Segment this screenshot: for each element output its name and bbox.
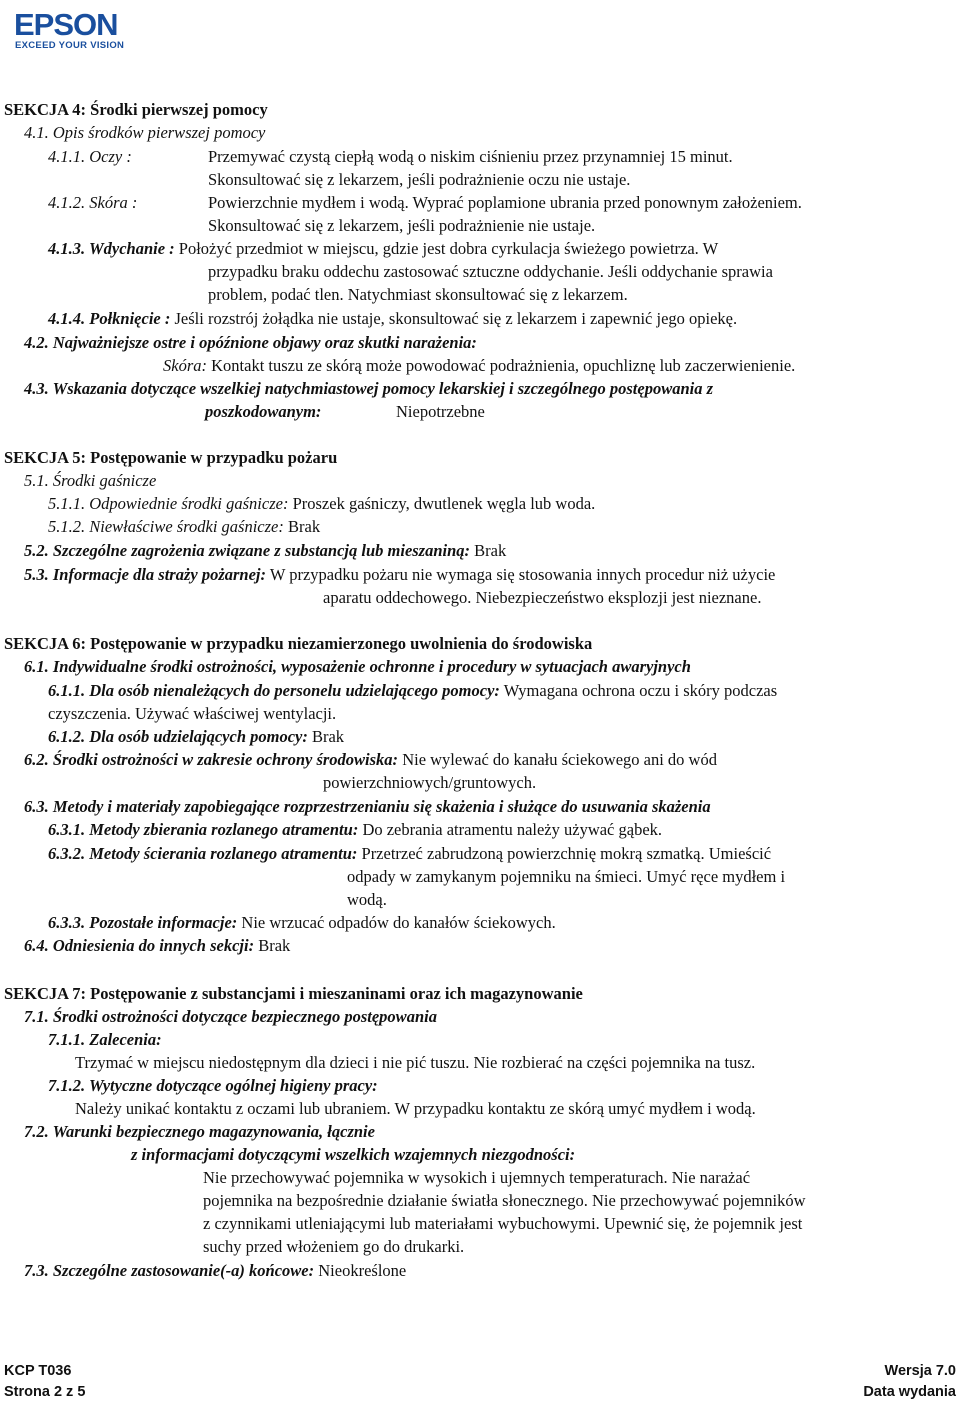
environmental-precautions-row: [24, 748, 717, 771]
eyes-text-line-1: Przemywać czystą ciepłą wodą o niskim ciśnieniu przez przynamniej 15 minut.: [208, 147, 733, 166]
cleanup-methods-text-line-2: odpady w zamykanym pojemniku na śmieci. Umyć ręce mydłem i: [347, 867, 786, 886]
ingestion-row: [48, 307, 737, 330]
hygiene-label: 7.1.2. Wytyczne dotyczące ogólnej higieny pracy:: [48, 1076, 378, 1095]
special-hazards-value: Brak: [474, 541, 507, 560]
footer-issue-date-label: Data wydania: [863, 1384, 956, 1400]
cleanup-methods-text-line-3: wodą.: [347, 890, 387, 909]
environmental-precautions-text-line-1: Nie wylewać do kanału ściekowego ani do wód: [402, 750, 717, 769]
unsuitable-media-value: Brak: [288, 517, 321, 536]
inhalation-text-line-3: problem, podać tlen. Natychmiast skonsultować się z lekarzem.: [208, 285, 628, 304]
environmental-precautions-label: 6.2. Środki ostrożności w zakresie ochrony środowiska:: [24, 750, 399, 769]
hygiene-text: Należy unikać kontaktu z oczami lub ubraniem. W przypadku kontaktu ze skórą umyć mydłem i wodą.: [75, 1099, 756, 1118]
cleanup-methods-row: [48, 842, 771, 865]
firefighter-advice-text-line-2: aparatu oddechowego. Niebezpieczeństwo eksplozji jest nieznane.: [323, 588, 762, 607]
eyes-text-line-2: Skonsultować się z lekarzem, jeśli podrażnienie oczu nie ustaje.: [208, 170, 631, 189]
subsection-6-1-heading: 6.1. Indywidualne środki ostrożności, wyposażenie ochronne i procedury w sytuacjach awaryjnych: [24, 657, 691, 676]
logo-tagline: EXCEED YOUR VISION: [15, 40, 125, 51]
skin-text-line-1: Powierzchnie mydłem i wodą. Wyprać poplamione ubrania przed ponownym założeniem.: [208, 193, 802, 212]
ingestion-text: Jeśli rozstrój żołądka nie ustaje, skonsultować się z lekarzem i zapewnić jego opiekę.: [174, 309, 738, 328]
environmental-precautions-text-line-2: powierzchniowych/gruntowych.: [323, 773, 537, 792]
emergency-responders-row: [48, 725, 344, 748]
suitable-media-label: 5.1.1. Odpowiednie środki gaśnicze:: [48, 494, 289, 513]
subsection-4-3-heading-line-2: poszkodowanym:: [205, 402, 322, 421]
subsection-6-3-heading: 6.3. Metody i materiały zapobiegające rozprzestrzenianiu się skażenia i służące do usuwania skażenia: [24, 797, 711, 816]
skin-text-line-2: Skonsultować się z lekarzem, jeśli podrażnienie nie ustaje.: [208, 216, 596, 235]
containment-methods-row: [48, 818, 662, 841]
firefighter-advice-text-line-1: W przypadku pożaru nie wymaga się stosowania innych procedur niż użycie: [269, 565, 776, 584]
skin-label: 4.1.2. Skóra :: [48, 193, 138, 212]
section-7-heading: SEKCJA 7: Postępowanie z substancjami i mieszaninami oraz ich magazynowanie: [4, 984, 583, 1003]
epson-logo: [14, 7, 125, 51]
logo-wordmark: EPSON: [14, 7, 118, 42]
firefighter-advice-row: [24, 563, 775, 586]
emergency-responders-label: 6.1.2. Dla osób udzielających pomocy:: [48, 727, 308, 746]
subsection-4-2-heading: 4.2. Najważniejsze ostre i opóźnione objawy oraz skutki narażenia:: [24, 333, 477, 352]
footer-product-code: KCP T036: [4, 1363, 72, 1379]
subsection-5-1-heading: 5.1. Środki gaśnicze: [24, 471, 157, 490]
other-info-label: 6.3.3. Pozostałe informacje:: [48, 913, 238, 932]
non-emergency-row: [48, 679, 777, 702]
non-emergency-text-line-1: Wymagana ochrona oczu i skóry podczas: [503, 681, 778, 700]
ingestion-label: 4.1.4. Połknięcie :: [48, 309, 171, 328]
subsection-4-3-value: Niepotrzebne: [396, 402, 485, 421]
storage-text-line-3: z czynnikami utleniającymi lub materiałami wybuchowymi. Upewnić się, że pojemnik jest: [203, 1214, 803, 1233]
cleanup-methods-text-line-1: Przetrzeć zabrudzoną powierzchnię mokrą szmatką. Umieścić: [361, 844, 772, 863]
reference-sections-label: 6.4. Odniesienia do innych sekcji:: [24, 936, 255, 955]
subsection-7-1-heading: 7.1. Środki ostrożności dotyczące bezpiecznego postępowania: [24, 1007, 437, 1026]
symptoms-skin-label: Skóra:: [163, 356, 207, 375]
unsuitable-media-row: [48, 515, 320, 538]
inhalation-label: 4.1.3. Wdychanie :: [48, 239, 175, 258]
recommendations-label: 7.1.1. Zalecenia:: [48, 1030, 162, 1049]
reference-sections-value: Brak: [258, 936, 291, 955]
footer-page-number: Strona 2 z 5: [4, 1384, 86, 1400]
other-info-row: [48, 911, 556, 934]
suitable-media-row: [48, 492, 595, 515]
cleanup-methods-label: 6.3.2. Metody ścierania rozlanego atramentu:: [48, 844, 358, 863]
storage-text-line-1: Nie przechowywać pojemnika w wysokich i ujemnych temperaturach. Nie narażać: [203, 1168, 751, 1187]
containment-methods-value: Do zebrania atramentu należy używać gąbek.: [362, 820, 663, 839]
section-4-heading: SEKCJA 4: Środki pierwszej pomocy: [4, 100, 268, 119]
special-hazards-row: [24, 539, 506, 562]
end-use-label: 7.3. Szczególne zastosowanie(-a) końcowe:: [24, 1261, 315, 1280]
non-emergency-text-line-2: czyszczenia. Używać właściwej wentylacji.: [48, 704, 337, 723]
unsuitable-media-label: 5.1.2. Niewłaściwe środki gaśnicze:: [48, 517, 284, 536]
emergency-responders-value: Brak: [311, 727, 345, 746]
subsection-7-2-heading-line-2: z informacjami dotyczącymi wszelkich wzajemnych niezgodności:: [131, 1145, 576, 1164]
subsection-7-2-heading-line-1: 7.2. Warunki bezpiecznego magazynowania, łącznie: [24, 1122, 375, 1141]
other-info-value: Nie wrzucać odpadów do kanałów ściekowych.: [241, 913, 556, 932]
end-use-row: [24, 1259, 406, 1282]
section-5-heading: SEKCJA 5: Postępowanie w przypadku pożaru: [4, 448, 338, 467]
storage-text-line-2: pojemnika na bezpośrednie działanie światła słonecznego. Nie przechowywać pojemników: [203, 1191, 806, 1210]
symptoms-skin-text: Kontakt tuszu ze skórą może powodować podrażnienia, opuchliznę lub zaczerwienienie.: [211, 356, 796, 375]
containment-methods-label: 6.3.1. Metody zbierania rozlanego atramentu:: [48, 820, 359, 839]
reference-sections-row: [24, 934, 290, 957]
suitable-media-value: Proszek gaśniczy, dwutlenek węgla lub woda.: [292, 494, 596, 513]
end-use-value: Nieokreślone: [318, 1261, 407, 1280]
inhalation-text-line-1: Położyć przedmiot w miejscu, gdzie jest dobra cyrkulacja świeżego powietrza. W: [178, 239, 719, 258]
special-hazards-label: 5.2. Szczególne zagrożenia związane z substancją lub mieszaniną:: [24, 541, 471, 560]
inhalation-text-line-2: przypadku braku oddechu zastosować sztuczne oddychanie. Jeśli oddychanie sprawia: [208, 262, 773, 281]
symptoms-skin-row: [163, 354, 795, 377]
inhalation-row: [48, 237, 718, 260]
subsection-4-3-heading: 4.3. Wskazania dotyczące wszelkiej natychmiastowej pomocy lekarskiej i szczególnego postępowania z: [24, 379, 714, 398]
non-emergency-label: 6.1.1. Dla osób nienależących do personelu udzielającego pomocy:: [48, 681, 500, 700]
recommendations-text: Trzymać w miejscu niedostępnym dla dzieci i nie pić tuszu. Nie rozbierać na części pojemnika na tusz.: [75, 1053, 756, 1072]
section-6-heading: SEKCJA 6: Postępowanie w przypadku niezamierzonego uwolnienia do środowiska: [4, 634, 593, 653]
subsection-4-1-heading: 4.1. Opis środków pierwszej pomocy: [24, 123, 266, 142]
eyes-label: 4.1.1. Oczy :: [48, 147, 132, 166]
storage-text-line-4: suchy przed włożeniem go do drukarki.: [203, 1237, 465, 1256]
firefighter-advice-label: 5.3. Informacje dla straży pożarnej:: [24, 565, 267, 584]
footer-version: Wersja 7.0: [884, 1363, 956, 1379]
